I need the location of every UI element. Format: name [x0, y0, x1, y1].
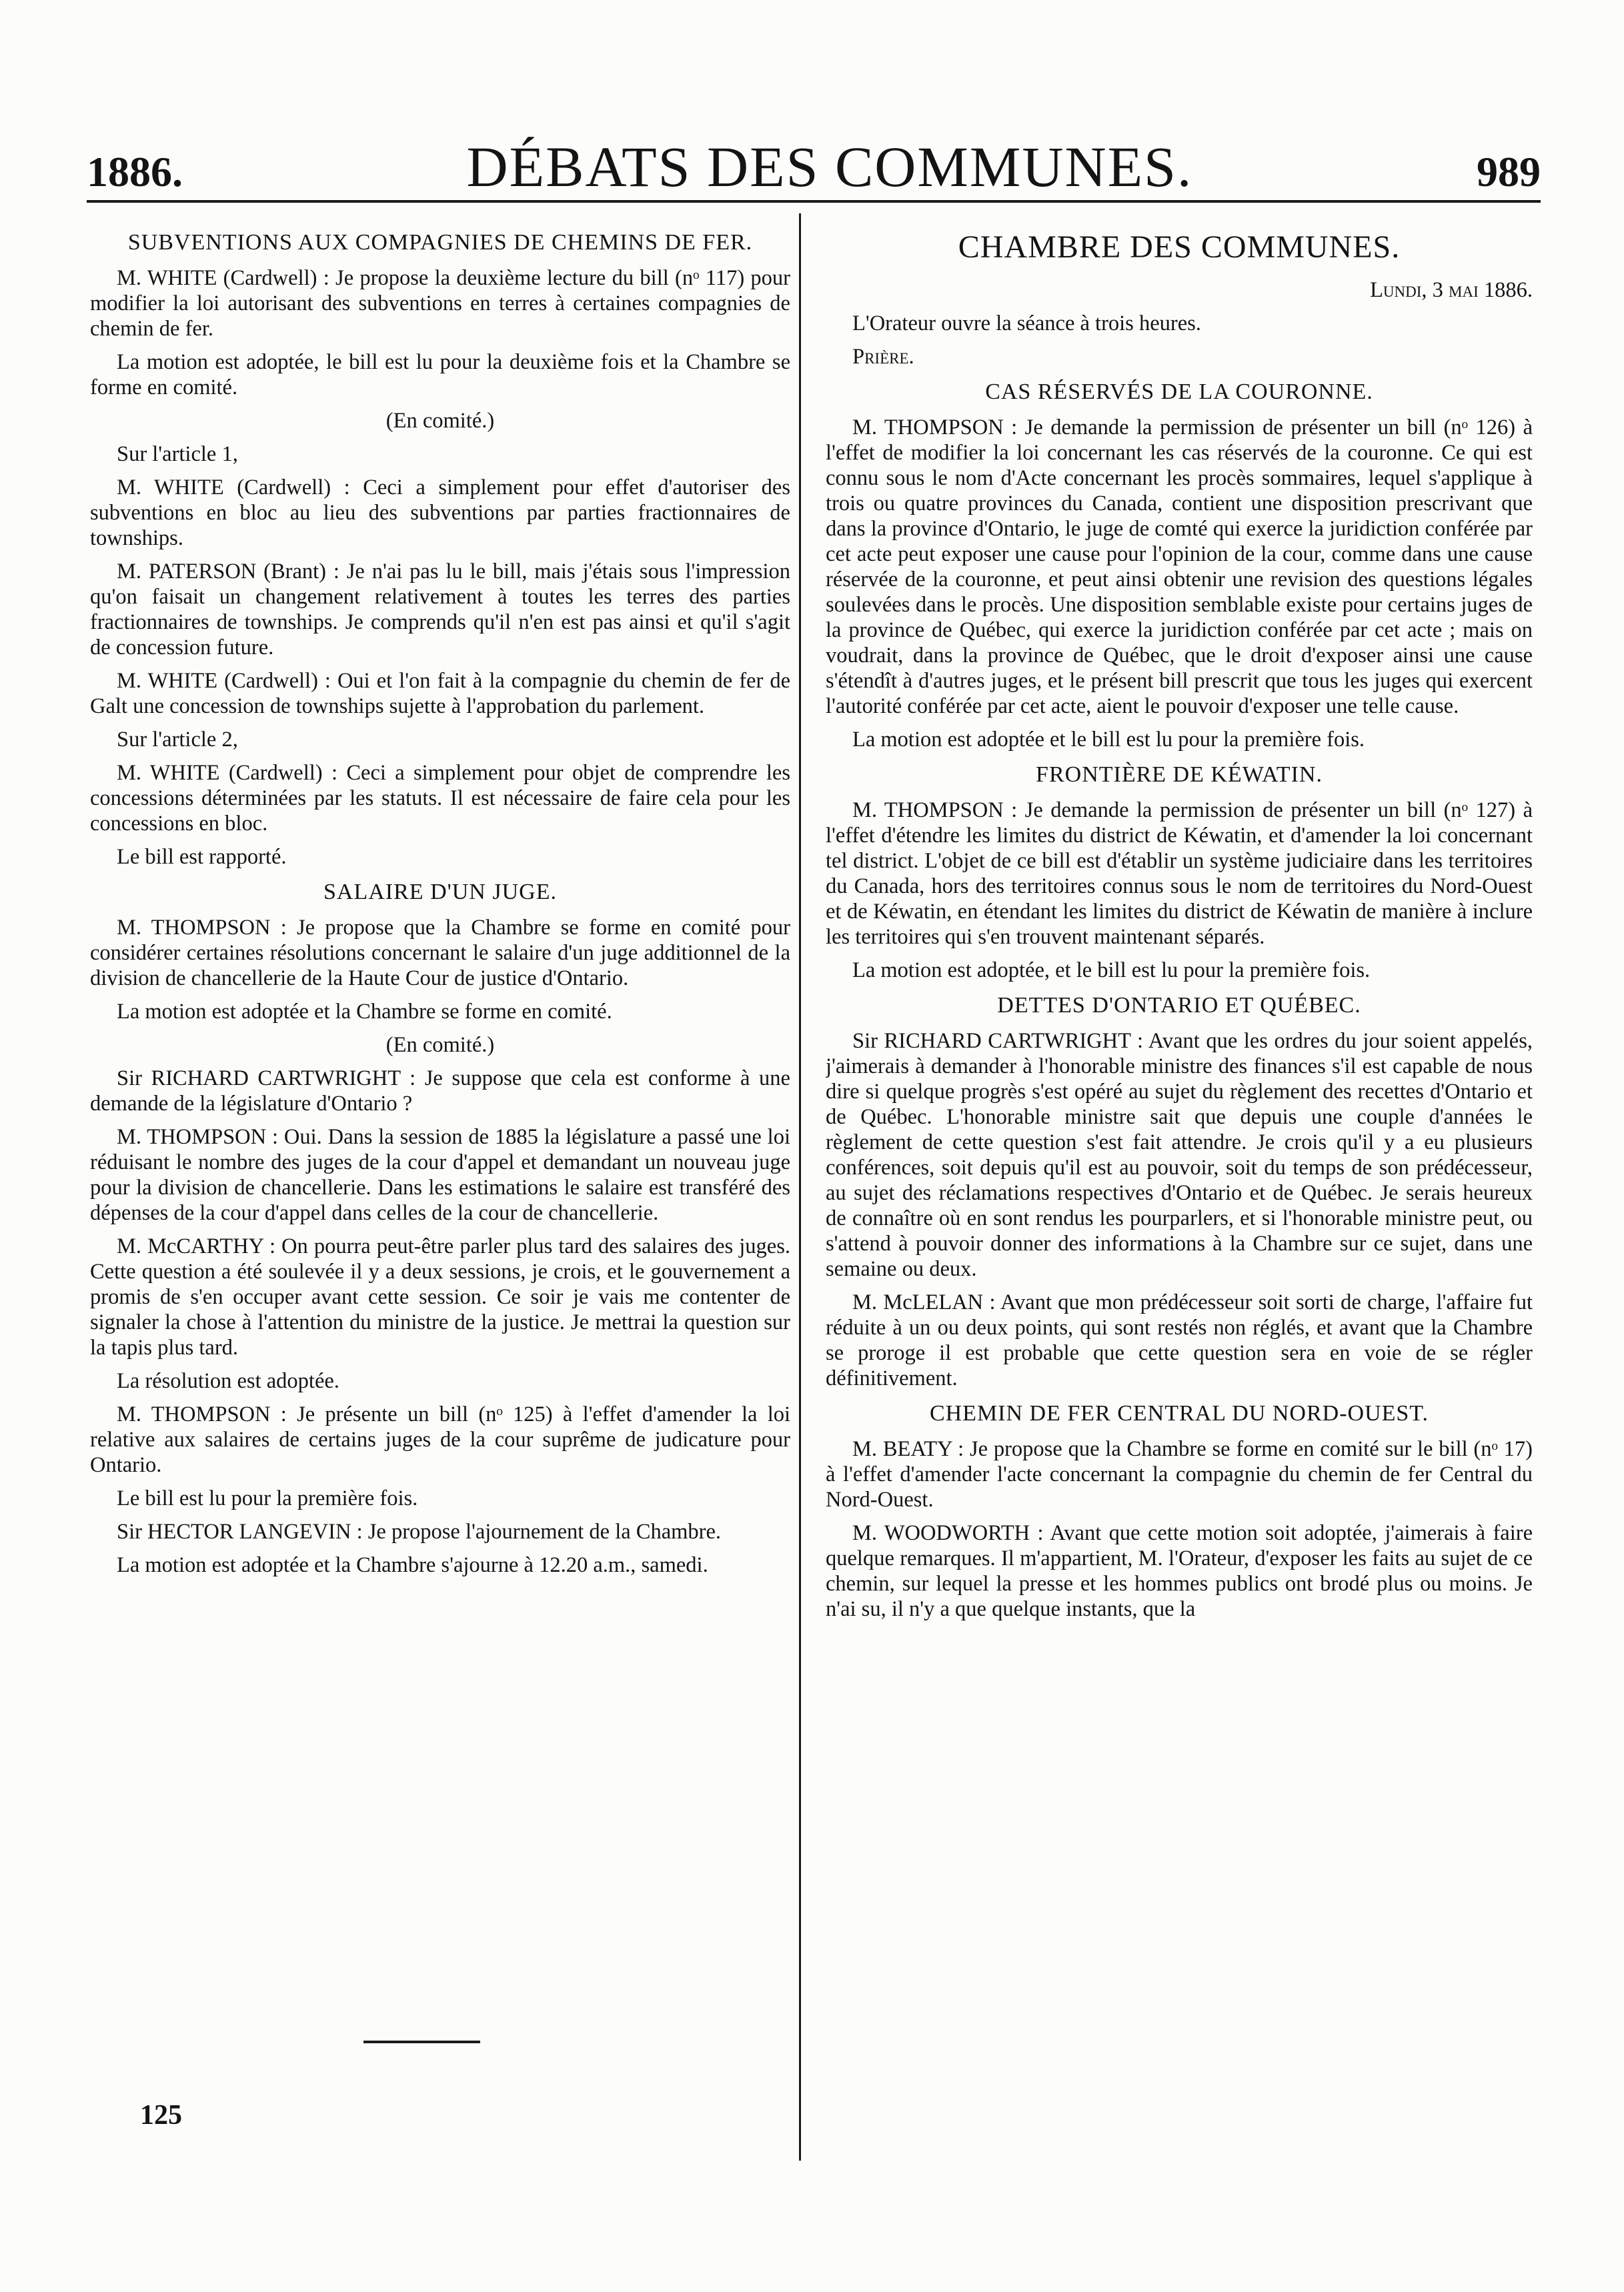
- paragraph: M. WHITE (Cardwell) : Ceci a simplement pour objet de comprendre les concessions déterminées par les statuts. Il est nécessaire de faire cela pour les concessions en bloc.: [90, 761, 790, 836]
- section-title-chemin-central: CHEMIN DE FER CENTRAL DU NORD-OUEST.: [929, 1401, 1429, 1426]
- signature-number: 125: [140, 2100, 182, 2131]
- paragraph: M. WHITE (Cardwell) : Je propose la deuxième lecture du bill (nᵒ 117) pour modifier la loi autorisant des subventions en terres à certaines compagnies de chemin de fer.: [90, 266, 790, 341]
- section-title-salaire: SALAIRE D'UN JUGE.: [323, 880, 557, 904]
- right-column: [826, 220, 1533, 2154]
- paragraph: M. McCARTHY : On pourra peut-être parler plus tard des salaires des juges. Cette question a été soulevée il y a deux sessions, je crois, et le gouvernement a promis de s'en occuper avant cette session. Ce soir je vais me contenter de signaler la chose à l'attention du ministre de la justice. Je mettrai la question sur la tapis plus tard.: [90, 1234, 790, 1360]
- committee-note: (En comité.): [385, 1033, 495, 1057]
- paragraph: M. THOMPSON : Je demande la permission de présenter un bill (nᵒ 126) à l'effet de modifier la loi concernant les cas réservés de la couronne. Ce qui est connu sous le nom d'Acte concernant les procès sommaires, lequel s'applique à trois ou quatre provinces du Canada, contient une disposition prescrivant que dans la province d'Ontario, le juge de comté qui exerce la juridiction conférée par cet acte peut exposer une cause pour l'opinion de la cour, comme dans une cause réservée de la couronne, et peut ainsi obtenir une revision des questions légales soulevées dans le procès. Une disposition semblable existe pour certains juges de la province de Québec, qui exerce la juridiction conférée par cet acte ; mais on voudrait, dans la province de Québec, que le droit d'exposer ainsi une cause s'étendît à d'autres juges, et le présent bill prescrit que tous les juges qui exercent l'autorité conférée par cet acte, aient le pouvoir d'exposer une telle cause.: [826, 415, 1533, 718]
- left-column: [90, 220, 790, 2154]
- committee-note: (En comité.): [385, 409, 495, 433]
- paragraph: Sir HECTOR LANGEVIN : Je propose l'ajournement de la Chambre.: [117, 1520, 722, 1544]
- paragraph: M. THOMPSON : Je présente un bill (nᵒ 125) à l'effet d'amender la loi relative aux salaires de certains juges de la cour suprême de judicature pour Ontario.: [90, 1402, 790, 1477]
- header-rule: [87, 200, 1541, 203]
- paragraph: M. THOMPSON : Je propose que la Chambre se forme en comité pour considérer certaines résolutions concernant le salaire d'un juge additionnel de la division de chancellerie de la Haute Cour de justice d'Ontario.: [90, 916, 790, 990]
- header-title: DÉBATS DES COMMUNES.: [466, 135, 1193, 199]
- footer-rule: [363, 2041, 480, 2043]
- paragraph: M. PATERSON (Brant) : Je n'ai pas lu le bill, mais j'étais sous l'impression qu'on faisait un changement relativement à toutes les terres des parties fractionnaires de townships. Je comprends qu'il n'en est pas ainsi et qu'il s'agit de concession future.: [90, 559, 790, 660]
- paragraph: M. BEATY : Je propose que la Chambre se forme en comité sur le bill (nᵒ 17) à l'effet d'amender l'acte concernant la compagnie du chemin de fer Central du Nord-Ouest.: [826, 1437, 1533, 1512]
- paragraph: M. THOMPSON : Oui. Dans la session de 1885 la législature a passé une loi réduisant le nombre des juges de la cour d'appel et demandant un nouveau juge pour la division de chancellerie. Dans les estimations le salaire est transféré des dépenses de la cour d'appel dans celles de la cour de chancellerie.: [90, 1125, 790, 1225]
- paragraph: La motion est adoptée et la Chambre s'ajourne à 12.20 a.m., samedi.: [117, 1553, 708, 1577]
- paragraph: Sir RICHARD CARTWRIGHT : Je suppose que cela est conforme à une demande de la législature d'Ontario ?: [90, 1066, 790, 1116]
- section-title-kewatin: FRONTIÈRE DE KÉWATIN.: [1036, 762, 1323, 787]
- paragraph: La motion est adoptée et le bill est lu pour la première fois.: [852, 728, 1365, 752]
- column-divider: [799, 213, 801, 2161]
- page-header: [87, 133, 1541, 199]
- section-title-subventions: SUBVENTIONS AUX COMPAGNIES DE CHEMINS DE FER.: [127, 230, 753, 255]
- paragraph: La motion est adoptée, et le bill est lu pour la première fois.: [852, 958, 1371, 982]
- paragraph: Le bill est lu pour la première fois.: [117, 1486, 418, 1510]
- header-year: 1886.: [87, 148, 183, 195]
- paragraph: M. WHITE (Cardwell) : Ceci a simplement pour effet d'autoriser des subventions en bloc au lieu des subventions par parties fractionnaires de townships.: [90, 475, 790, 550]
- paragraph: La motion est adoptée et la Chambre se forme en comité.: [117, 1000, 612, 1024]
- paragraph: M. WOODWORTH : Avant que cette motion soit adoptée, j'aimerais à faire quelque remarques. Il m'appartient, M. l'Orateur, d'exposer les faits au sujet de ce chemin, sur lequel la presse et les hommes publics ont brodé plus ou moins. Je n'ai su, il n'y a que quelque instants, que la: [826, 1521, 1533, 1621]
- header-page-number: 989: [1476, 148, 1541, 195]
- article-heading: Sur l'article 1,: [117, 442, 238, 466]
- paragraph: Le bill est rapporté.: [117, 845, 287, 869]
- paragraph: M. WHITE (Cardwell) : Oui et l'on fait à la compagnie du chemin de fer de Galt une concession de townships sujette à l'approbation du parlement.: [90, 669, 790, 718]
- section-title-cas-reserves: CAS RÉSERVÉS DE LA COURONNE.: [985, 379, 1373, 404]
- paragraph: M. McLELAN : Avant que mon prédécesseur soit sorti de charge, l'affaire fut réduite à un ou deux points, qui sont restés non réglés, et avant que la Chambre se proroge il est probable que cette question sera en voie de se régler définitivement.: [826, 1290, 1533, 1390]
- article-heading: Sur l'article 2,: [117, 728, 238, 752]
- priere-label: Prière.: [852, 345, 914, 369]
- paragraph: La résolution est adoptée.: [117, 1369, 339, 1393]
- chamber-title: CHAMBRE DES COMMUNES.: [958, 229, 1401, 265]
- paragraph: La motion est adoptée, le bill est lu pour la deuxième fois et la Chambre se forme en comité.: [90, 350, 790, 399]
- session-date: Lundi, 3 mai 1886.: [1370, 278, 1533, 302]
- paragraph: Sir RICHARD CARTWRIGHT : Avant que les ordres du jour soient appelés, j'aimerais à demander à l'honorable ministre des finances s'il est capable de nous dire si quelque progrès s'est opéré au sujet du règlement des recettes d'Ontario et de Québec. L'honorable ministre sait que depuis une couple d'années le règlement de cette question s'est fait attendre. Je crois qu'il y a eu plusieurs conférences, soit depuis qu'il est au pouvoir, soit du temps de son prédécesseur, au sujet des réclamations respectives d'Ontario et de Québec. Je serais heureux de connaître où en sont rendus les pourparlers, et si l'honorable ministre peut, ou s'attend à pouvoir donner des informations à la Chambre sur ce sujet, dans une semaine ou deux.: [826, 1029, 1533, 1281]
- section-title-dettes: DETTES D'ONTARIO ET QUÉBEC.: [997, 993, 1361, 1018]
- paragraph: L'Orateur ouvre la séance à trois heures.: [852, 311, 1201, 335]
- paragraph: M. THOMPSON : Je demande la permission de présenter un bill (nᵒ 127) à l'effet d'étendre les limites du district de Kéwatin, et d'amender la loi concernant tel district. L'objet de ce bill est d'établir un système judiciaire dans les territoires du Canada, hors des territoires connus sous le nom de territoires du Nord-Ouest et de Kéwatin, en étendant les limites du district de Kéwatin de manière à inclure les territoires qui s'en trouvent maintenant séparés.: [826, 798, 1533, 949]
